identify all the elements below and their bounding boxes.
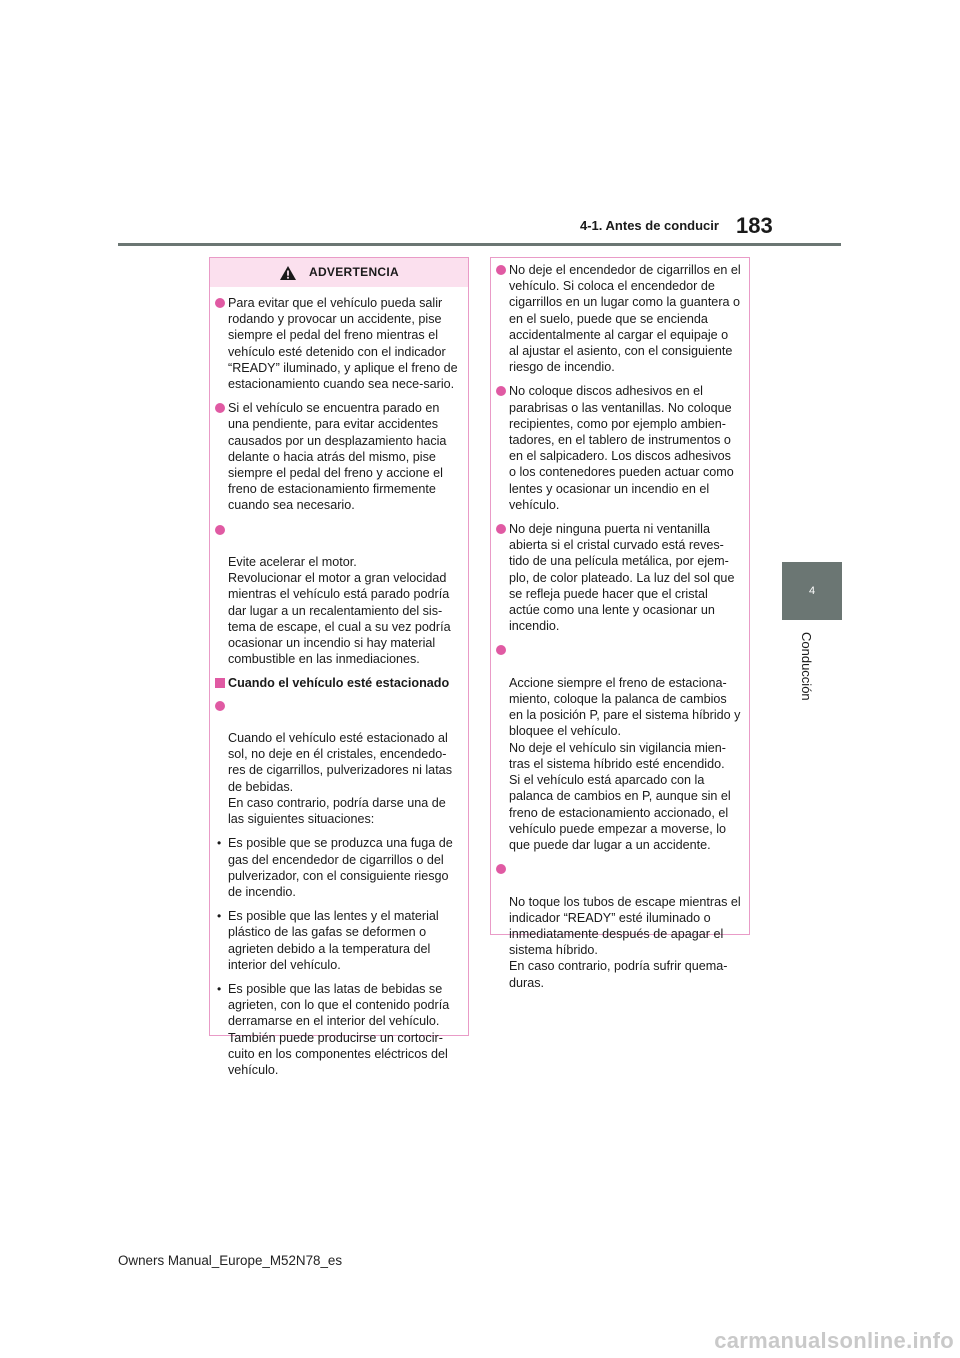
warning-item (210, 295, 468, 392)
chapter-tab[interactable] (782, 562, 842, 620)
warning-title: ADVERTENCIA (309, 265, 399, 280)
parked-subheading-text: Cuando el vehículo esté estacionado (228, 676, 450, 691)
bullet-dot-icon (496, 265, 506, 275)
bullet-small-icon: • (217, 836, 222, 851)
chapter-label: Conducción (799, 632, 814, 701)
bullet-dot-icon (496, 386, 506, 396)
warning-item (491, 383, 749, 513)
watermark[interactable]: carmanualsonline.info (714, 1328, 954, 1353)
warning-item (491, 521, 749, 634)
warning-subitem (210, 981, 468, 1078)
chapter-number: 4 (808, 585, 816, 597)
warning-item (491, 262, 749, 375)
bullet-small-icon: • (217, 909, 222, 924)
warning-item-text: No deje ninguna puerta ni ventanilla abierta si el cristal curvado está reves-tido de una película metálica, por ejem-plo, de color plateado. La luz del sol que se refleja puede hacer que el cristal actúe como una lente y ocasionar un incendio. (509, 522, 735, 634)
warning-subitem (210, 908, 468, 973)
parked-subheading (210, 675, 468, 691)
bullet-square-icon (215, 678, 225, 688)
bullet-dot-icon (215, 701, 225, 711)
section-title: 4-1. Antes de conducir (580, 218, 719, 233)
bullet-dot-icon (496, 864, 506, 874)
warning-subitem (210, 835, 468, 900)
warning-item-text: Evite acelerar el motor. Revolucionar el motor a gran velocidad mientras el vehículo está parado podría dar lugar a un recalentamiento del sis-tema de escape, el cual a su vez podría ocasionar un incendio si hay material combustible en las inmediaciones. (228, 555, 451, 667)
warning-item (491, 642, 749, 853)
warning-item-text: Si el vehículo se encuentra parado en una pendiente, para evitar accidentes causados por un desplazamiento hacia delante o hacia atrás del mismo, pise siempre el pedal del freno y accione el freno de estacionamiento firmemente cuando sea necesario. (228, 401, 447, 513)
warning-triangle-icon (279, 265, 297, 281)
warning-item-text: Cuando el vehículo esté estacionado al sol, no deje en él cristales, encendedo-res de cigarrillos, pulverizadores ni latas de bebidas. En caso contrario, podría darse una de las siguientes situaciones: (228, 731, 452, 827)
bullet-dot-icon (496, 645, 506, 655)
bullet-small-icon: • (217, 981, 222, 996)
warning-item-text: Para evitar que el vehículo pueda salir rodando y provocar un accidente, pise siempre el pedal del freno mientras el vehículo esté detenido con el indicador “READY” iluminado, y aplique el freno de estacionamiento cuando sea nece-sario. (228, 296, 458, 392)
header-rule (118, 243, 841, 246)
bullet-dot-icon (215, 403, 225, 413)
warning-subitem-text: Es posible que las latas de bebidas se agrieten, con lo que el contenido podría derramarse en el interior del vehículo. También puede producirse un cortocir-cuito en los componentes eléctricos del vehículo. (228, 981, 450, 1077)
warning-subitem-text: Es posible que se produzca una fuga de gas del encendedor de cigarrillos o del pulverizador, con el consiguiente riesgo de incendio. (228, 836, 453, 899)
bullet-dot-icon (496, 524, 506, 534)
warning-item-text: No deje el encendedor de cigarrillos en el vehículo. Si coloca el encendedor de cigarrillos en un lugar como la guantera o en el suelo, puede que se encienda accidentalmente al cargar el equipaje o al ajustar el asiento, con el consiguiente riesgo de incendio. (509, 263, 741, 375)
page-number: 183 (736, 213, 773, 238)
warning-item-text: No coloque discos adhesivos en el parabrisas o las ventanillas. No coloque recipientes, como por ejemplo ambien-tadores, en el tablero de instrumentos o en el salpicadero. Los discos adhesivos o los contenedores pueden actuar como lentes y ocasionar un incendio en el vehículo. (509, 384, 734, 512)
warning-subitem-text: Es posible que las lentes y el material plástico de las gafas se deformen o agrieten debido a la temperatura del interior del vehículo. (228, 909, 439, 972)
warning-item (210, 698, 468, 828)
warning-header (210, 258, 468, 287)
warning-item (210, 522, 468, 668)
footer-doc-id: Owners Manual_Europe_M52N78_es (118, 1253, 343, 1268)
warning-item (491, 861, 749, 991)
warning-item-text: No toque los tubos de escape mientras el indicador “READY” esté iluminado o inmediatamente después de apagar el sistema híbrido. En caso contrario, podría sufrir quema-duras. (509, 894, 741, 990)
bullet-dot-icon (215, 298, 225, 308)
warning-box-left (209, 257, 469, 1077)
warning-item-text: Accione siempre el freno de estaciona-miento, coloque la palanca de cambios en la posición P, pare el sistema híbrido y bloquee el vehículo. No deje el vehículo sin vigilancia mien-tras el sistema híbrido esté encendido. Si el vehículo está aparcado con la palanca de cambios en P, aunque sin el freno de estacionamiento accionado, el vehículo puede empezar a moverse, lo que puede dar lugar a un accidente. (509, 675, 741, 852)
bullet-dot-icon (215, 525, 225, 535)
warning-box-right (490, 257, 750, 990)
warning-item (210, 400, 468, 513)
